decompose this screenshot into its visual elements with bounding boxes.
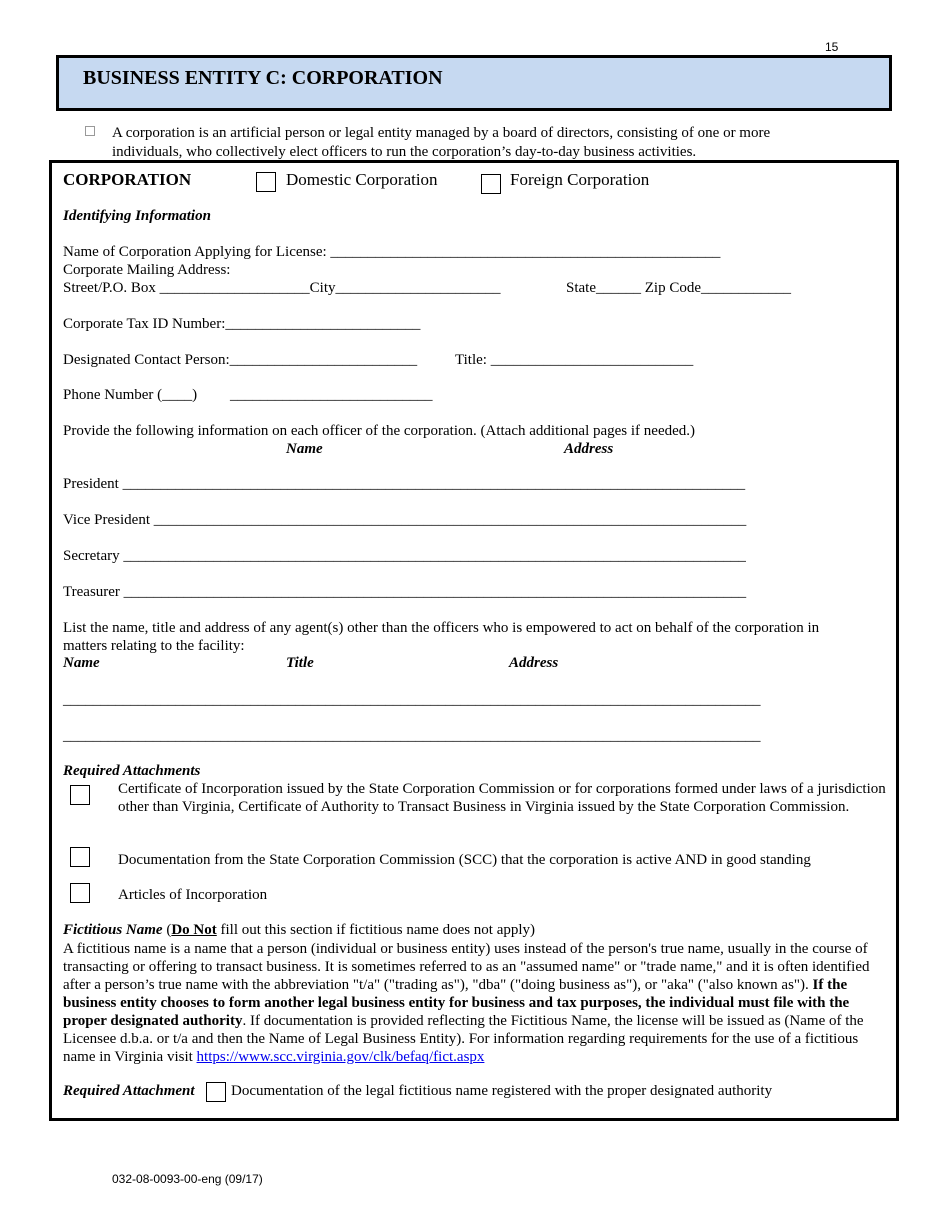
fictitious-documentation-text: Documentation of the legal fictitious name registered with the proper designated authority [231,1083,773,1099]
page-number: 15 [825,40,839,54]
officers-address-header: Address [564,441,614,457]
intro-text: A corporation is an artificial person or legal entity managed by a board of directors, consisting of one or more individuals, who collectively elect officers to run the corporation’s day-to-day business activities. [112,125,771,160]
fictitious-name-heading [63,922,535,939]
state-zip-field[interactable]: State______ Zip Code____________ [566,280,791,296]
scc-documentation-checkbox[interactable] [70,847,90,867]
agents-address-header: Address [509,655,559,671]
phone-number-field[interactable]: ___________________________ [230,387,433,403]
fictitious-name-title: Fictitious Name [63,922,163,938]
contact-title-field[interactable]: Title: ___________________________ [455,352,694,368]
required-attachments-heading: Required Attachments [63,763,201,779]
fictitious-body-2: . If documentation is provided reflecting the Fictitious Name, the license will be issued as (Name of the Licensee d.b.a. or t/a and then the Name of Legal Business Entity). For information regarding requirements for the use of a fictitious name in Virginia visit [63,1013,864,1065]
street-city-field[interactable]: Street/P.O. Box ____________________City______________________ [63,280,501,296]
president-field[interactable]: President ___________________________________________________________________________________ [63,476,746,492]
domestic-corporation-label: Domestic Corporation [286,170,438,189]
agents-title-header: Title [286,655,314,671]
agent-line-1[interactable]: _____________________________________________________________________________________________ [63,692,761,708]
fictitious-paren: ( [162,922,172,938]
phone-number-label: Phone Number (____) [63,387,198,403]
tax-id-field[interactable]: Corporate Tax ID Number:__________________________ [63,316,421,332]
corporation-heading: CORPORATION [63,170,192,189]
required-attachment-label: Required Attachment [63,1083,195,1099]
agents-instruction: List the name, title and address of any agent(s) other than the officers who is empowered to act on behalf of the corporation in matters relating to the facility: [63,620,820,654]
domestic-corporation-checkbox[interactable] [256,172,276,192]
identifying-info-heading: Identifying Information [63,208,211,224]
fictitious-bold-note: If the business entity chooses to form another legal business entity for business and tax purposes, the individual must file with the proper designated authority [63,977,850,1029]
do-not-text: Do Not [171,922,217,938]
fictitious-name-link[interactable]: https://www.scc.virginia.gov/clk/befaq/fict.aspx [196,1049,485,1065]
section-header [56,55,892,111]
foreign-corporation-checkbox[interactable] [481,174,501,194]
articles-checkbox[interactable] [70,883,90,903]
agents-name-header: Name [63,655,100,671]
page-title: BUSINESS ENTITY C: CORPORATION [83,67,443,89]
form-number: 032-08-0093-00-eng (09/17) [112,1172,263,1186]
fictitious-documentation-checkbox[interactable] [206,1082,226,1102]
agent-line-2[interactable]: _____________________________________________________________________________________________ [63,728,761,744]
fictitious-heading-rest: fill out this section if fictitious name does not apply) [216,922,536,938]
bullet-icon [85,126,95,136]
officers-instruction: Provide the following information on each officer of the corporation. (Attach additional pages if needed.) [63,423,696,439]
articles-text: Articles of Incorporation [118,887,268,903]
scc-documentation-text: Documentation from the State Corporation Commission (SCC) that the corporation is active AND in good standing [118,852,811,868]
fictitious-body-1: A fictitious name is a name that a person (individual or business entity) uses instead of the person's true name, usually in the course of transacting or offering to transact business. It is sometimes referred to as an "assumed name" or "trade name," and it is often identified after a person’s true name with the abbreviation "t/a" ("trading as"), "dba" ("doing business as"), or "aka" ("also known as"). [63,941,870,993]
certificate-text: Certificate of Incorporation issued by the State Corporation Commission or for corporations formed under laws of a jurisdiction other than Virginia, Certificate of Authority to Transact Business in Virginia issued by the State Corporation Commission. [118,781,886,815]
treasurer-field[interactable]: Treasurer ___________________________________________________________________________________ [63,584,747,600]
contact-person-field[interactable]: Designated Contact Person:_________________________ [63,352,418,368]
foreign-corporation-label: Foreign Corporation [510,170,650,189]
vice-president-field[interactable]: Vice President _______________________________________________________________________________ [63,512,747,528]
fictitious-description [63,940,883,1066]
corporation-name-field[interactable]: Name of Corporation Applying for License: ____________________________________________________ [63,244,721,260]
officers-name-header: Name [286,441,323,457]
secretary-field[interactable]: Secretary ___________________________________________________________________________________ [63,548,746,564]
certificate-checkbox[interactable] [70,785,90,805]
mailing-address-label: Corporate Mailing Address: [63,262,231,278]
